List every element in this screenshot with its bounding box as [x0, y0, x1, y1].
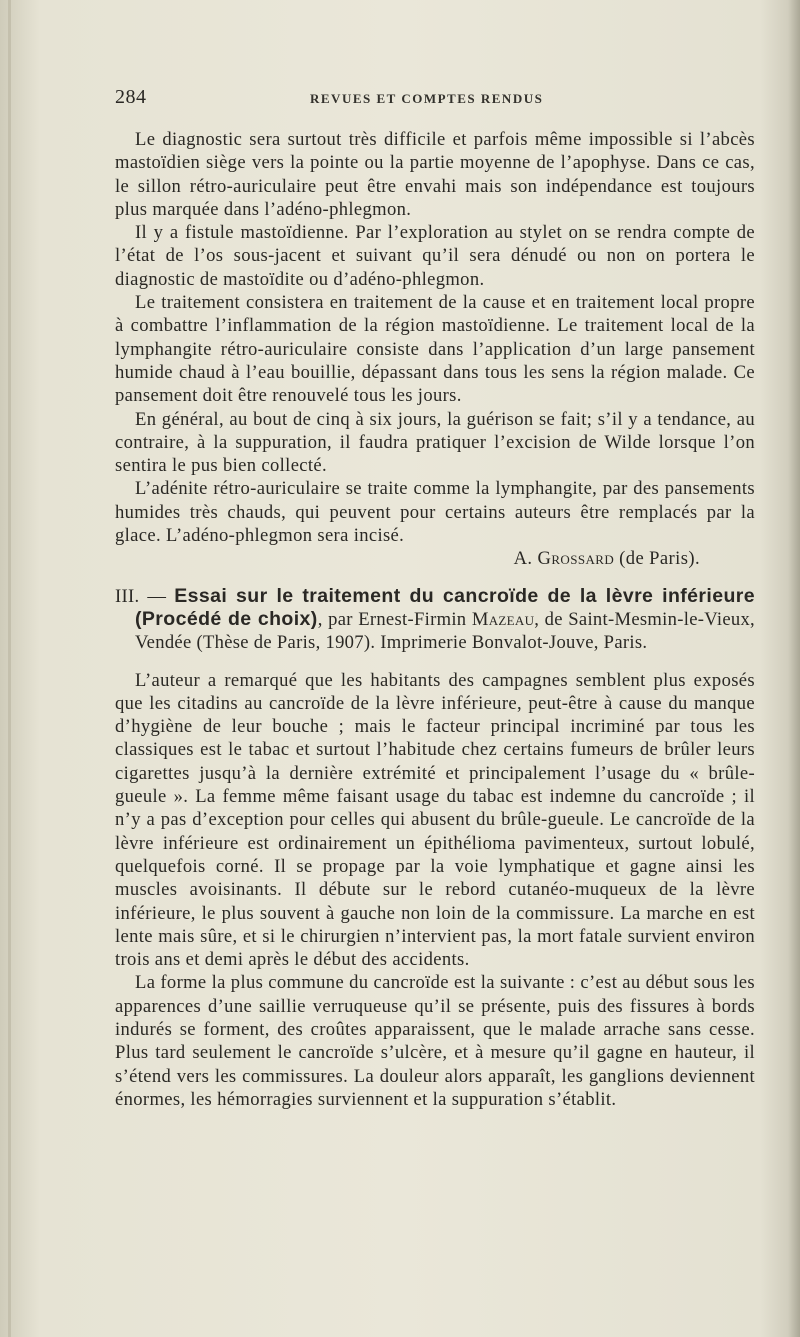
review-signature — [115, 547, 700, 570]
paragraph-diagnostic: Le diagnostic sera surtout très difficile et parfois même impossible si l’abcès mastoïdien siège vers la pointe ou la partie moyenne de l’apophyse. Dans ce cas, le sillon rétro-auriculaire peut être envahi mais son indépendance est toujours plus marquée dans l’adéno-phlegmon. — [115, 129, 755, 220]
signature-place: (de Paris). — [614, 548, 700, 570]
page-header — [115, 86, 755, 116]
section-numeral: III. — — [115, 585, 175, 607]
paragraph-adenite: L’adénite rétro-auriculaire se traite comme la lymphangite, par des pansements humides très chauds, qui peuvent pour certains auteurs être remplacés par la glace. L’adéno-phlegmon sera incisé. — [115, 478, 755, 547]
paragraph-auteur: L’auteur a remarqué que les habitants des campagnes semblent plus exposés que les citadins au cancroïde de la lèvre inférieure, peut-être à cause du manque d’hygiène de leur bouche ; mais le facteur principal incriminé par tous les classiques est le tabac et surtout l’habitude chez certains fumeurs de brûler leurs cigarettes jusqu’à la dernière extrémité et principalement l’usage du « brûle-gueule ». La femme même faisant usage du tabac est indemne du cancroïde ; il n’y a pas d’exception pour celles qui abusent du brûle-gueule. Le cancroïde de la lèvre inférieure est ordinairement un épithélioma pavimenteux, surtout lobulé, quelquefois corné. Il se propage par la voie lymphatique et gagne ainsi les muscles avoisinants. Il débute sur le rebord cutanéo-muqueux de la lèvre inférieure, le plus souvent à gauche non loin de la commissure. La marche en est lente mais sûre, et si le chirurgien n’intervient pas, la mort fatale survient environ trois ans et demi après le début des accidents. — [115, 669, 755, 971]
running-head: REVUES ET COMPTES RENDUS — [310, 91, 544, 106]
page-number: 284 — [115, 86, 147, 108]
section-details: , de Saint-Mesmin-le-Vieux, Vendée (Thèse de Paris, 1907). Imprimerie Bonvalot-Jouve, Paris. — [135, 608, 756, 654]
section-author: Mazeau — [471, 608, 535, 630]
section-title: Essai sur le traitement du cancroïde de la lèvre inférieure (Procédé de choix) — [135, 584, 755, 630]
section-by: , par Ernest-Firmin — [317, 608, 472, 630]
paragraph-guerison: En général, au bout de cinq à six jours, la guérison se fait; s’il y a tendance, au contraire, à la suppuration, il faudra pratiquer l’excision de Wilde lorsque l’on sentira le pus bien collecté. — [115, 408, 755, 477]
paragraph-traitement: Le traitement consistera en traitement de la cause et en traitement local propre à combattre l’inflammation de la région mastoïdienne. Le traitement local de la lymphangite rétro-auriculaire consiste dans l’application d’un large pansement humide chaud à l’eau bouillie, dépassant dans tous les sens la région malade. Ce pansement doit être renouvelé tous les jours. — [115, 292, 755, 407]
signature-name: Grossard — [537, 548, 615, 570]
paragraph-forme: La forme la plus commune du cancroïde est la suivante : c’est au début sous les apparences d’une saillie verruqueuse qu’il se présente, puis des fissures à bords indurés se forment, des croûtes apparaissent, que le malade arrache sans cesse. Plus tard seulement le cancroïde s’ulcère, et à mesure qu’il gagne en hauteur, il s’étend vers les commissures. La douleur alors apparaît, les ganglions deviennent énormes, les hémorragies surviennent et la suppuration s’établit. — [115, 972, 755, 1110]
page-text-block — [115, 86, 755, 1111]
paragraph-fistule: Il y a fistule mastoïdienne. Par l’exploration au stylet on se rendra compte de l’état de l’os sous-jacent et suivant qu’il sera dénudé ou non on portera le diagnostic de mastoïdite ou d’adéno-phlegmon. — [115, 222, 755, 290]
signature-initial: A. — [513, 548, 538, 570]
section-heading — [115, 585, 755, 655]
